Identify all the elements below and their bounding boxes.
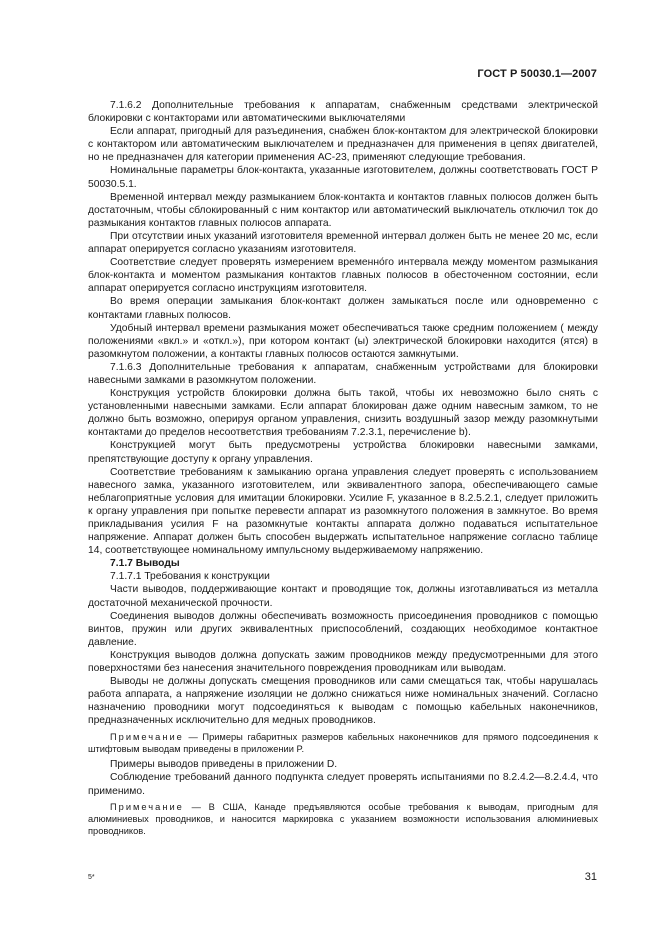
paragraph: Конструкция выводов должна допускать зажим проводников между предусмотренными для этого поверхностями без нанесения значительного повреждения проводникам или выводам. xyxy=(88,649,598,675)
paragraph: 7.1.6.2 Дополнительные требования к аппаратам, снабженным средствами электрической блокировки с контакторами или автоматическими выключателями xyxy=(88,100,598,125)
section-heading: 7.1.7 Выводы xyxy=(110,558,180,570)
note-label: Примечание xyxy=(110,801,184,812)
paragraph: Соблюдение требований данного подпункта следует проверять испытаниями по 8.2.4.2—8.2.4.4, что применимо. xyxy=(88,772,598,797)
standard-header: ГОСТ Р 50030.1—2007 xyxy=(477,68,597,80)
sheet-mark: 5* xyxy=(88,874,95,881)
note xyxy=(88,731,598,756)
paragraph: Соответствие требованиям к замыканию органа управления следует проверять с использованием навесного замка, указанного изготовителем, или эквивалентного запора, обеспечивающего самые неблагоприятные условия для имитации блокировки. Усилие F, указанное в 8.2.5.2.1, следует приложить к органу управления при попытке перевести аппарат из разомкнутого положения в замкнутое. Во время прикладывания усилия F на разомкнутые контакты аппарата должно подаваться испытательное напряжение. Аппарат должен быть способен выдержать испытательное напряжение согласно таблице 14, соответствующее номинальному импульсному выдерживаемому напряжению. xyxy=(88,466,598,557)
paragraph: При отсутствии иных указаний изготовителя временной интервал должен быть не менее 20 мс, если аппарат оперируется согласно указаниям изготовителя. xyxy=(88,230,598,256)
paragraph: Выводы не должны допускать смещения проводников или сами смещаться так, чтобы нарушалась работа аппарата, а напряжение изоляции не должно снижаться ниже номинальных значений. Согласно назначению проводники могут подсоединяться к выводам с помощью кабельных наконечников, предназначенных исключительно для медных проводников. xyxy=(88,676,598,727)
paragraph: Конструкцией могут быть предусмотрены устройства блокировки навесными замками, препятствующие доступу к органу управления. xyxy=(88,440,598,465)
note-label: Примечание xyxy=(110,731,184,742)
paragraph: Примеры выводов приведены в приложении D. xyxy=(110,759,338,771)
paragraph: Временной интервал между размыканием блок-контакта и контактов главных полюсов должен быть достаточным, чтобы сблокированный с ним контактор или автоматический выключатель отключил ток до размыкания контактов главных полюсов аппарата. xyxy=(88,191,598,229)
subsection-heading: 7.1.7.1 Требования к конструкции xyxy=(110,571,270,583)
document-body xyxy=(88,99,598,841)
note xyxy=(88,801,598,838)
paragraph: Во время операции замыкания блок-контакт должен замыкаться после или одновременно с контактами главных полюсов. xyxy=(88,296,598,321)
paragraph: Номинальные параметры блок-контакта, указанные изготовителем, должны соответствовать ГОСТ Р 50030.5.1. xyxy=(88,165,598,190)
note-text: — В США, Канаде предъявляются особые требования к выводам, пригодным для алюминиевых проводников, и наносится маркировка с указанием возможности использования алюминиевых проводников. xyxy=(88,801,598,837)
paragraph: Если аппарат, пригодный для разъединения, снабжен блок-контактом для электрической блокировки с контактором или автоматическим выключателем и предназначен для применения в цепях двигателей, но не предназначен для категории применения АС-23, применяют следующие требования. xyxy=(88,126,598,164)
page-number: 31 xyxy=(584,871,597,883)
paragraph: 7.1.6.3 Дополнительные требования к аппаратам, снабженным устройствами для блокировки навесными замками в разомкнутом положении. xyxy=(88,361,598,386)
paragraph: Конструкция устройств блокировки должна быть такой, чтобы их невозможно было снять с установленными навесными замками. Если аппарат блокирован даже одним навесным замком, то не должно быть возможно, оперируя органом управления, снизить воздушный зазор между разомкнутыми контактами до пределов несоответствия требованиям 7.2.3.1, перечисление b). xyxy=(88,388,598,439)
paragraph: Соединения выводов должны обеспечивать возможность присоединения проводников с помощью винтов, пружин или других эквивалентных приспособлений, создающих необходимое контактное давление. xyxy=(88,610,598,648)
note-text: — Примеры габаритных размеров кабельных наконечников для прямого подсоединения к штифтовым выводам приведены в приложении P. xyxy=(88,731,598,754)
paragraph: Соответствие следует проверять измерением временно́го интервала между моментом размыкания блок-контакта и моментом размыкания контактов главных полюсов в обесточенном состоянии, если аппарат оперируется согласно инструкциям изготовителя. xyxy=(88,257,598,295)
paragraph: Части выводов, поддерживающие контакт и проводящие ток, должны изготавливаться из металла достаточной механической прочности. xyxy=(88,584,598,609)
paragraph: Удобный интервал времени размыкания может обеспечиваться также средним положением ( между положениями «вкл.» и «откл.»), при котором контакт (ы) электрической блокировки находится (ятся) в разомкнутом положении, а контакты главных полюсов остаются замкнутыми. xyxy=(88,322,598,360)
